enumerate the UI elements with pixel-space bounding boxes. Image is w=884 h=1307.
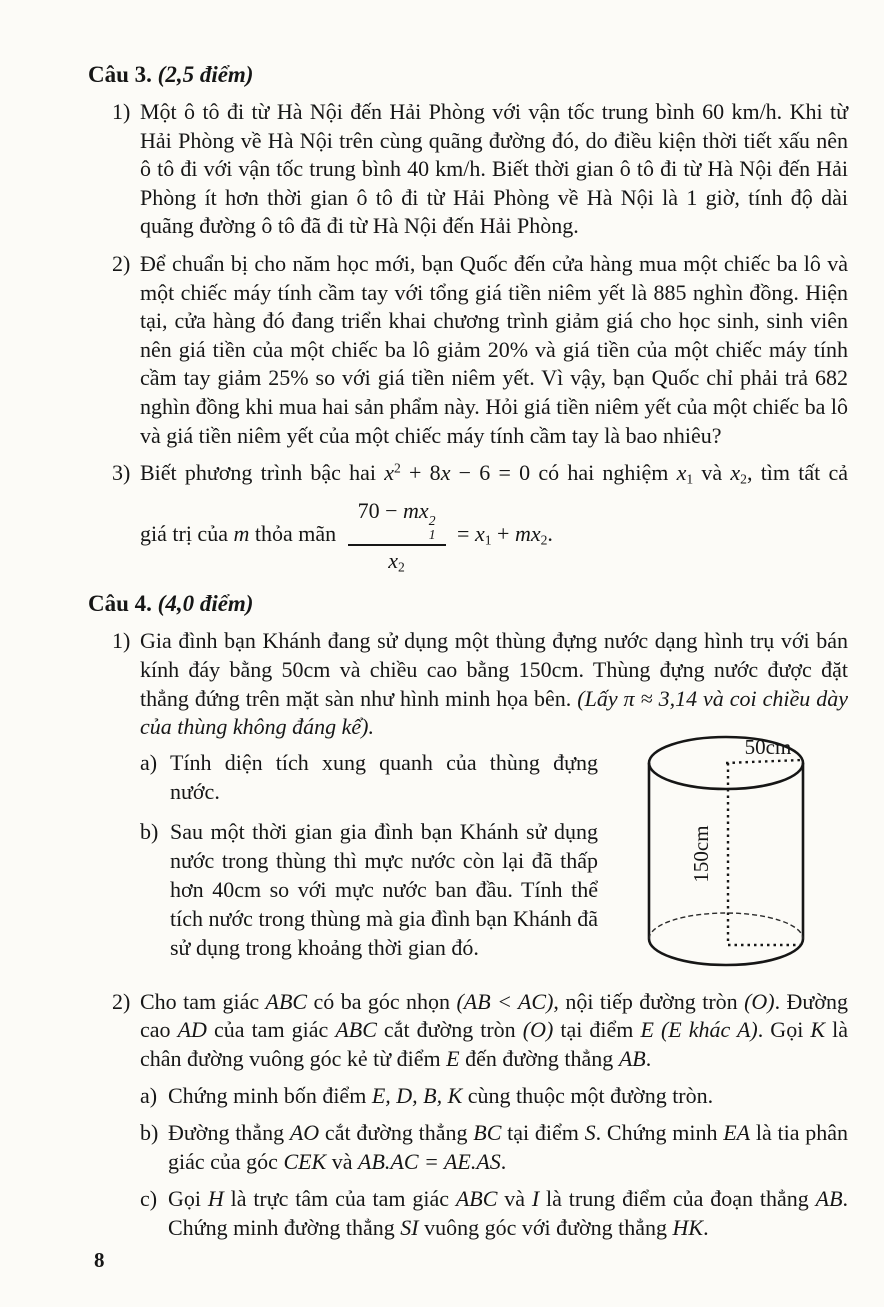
item-marker: a) (140, 749, 158, 775)
item-marker: c) (140, 1185, 158, 1211)
question-text: Gọi H là trực tâm của tam giác ABC và I là trung điểm của đoạn thẳng AB. Chứng minh đường thẳng SI vuông góc với đường thẳng HK. (168, 1185, 849, 1240)
section-cau3 (88, 60, 848, 573)
page-number: 8 (94, 1248, 105, 1272)
question-4-2 (88, 988, 848, 1074)
cylinder-drawing (640, 732, 812, 980)
question-text: Đường thẳng AO cắt đường thẳng BC tại điểm S. Chứng minh EA là tia phân giác của góc CEK và AB.AC = AE.AS. (168, 1119, 849, 1174)
section-points: (4,0 điểm) (157, 591, 254, 617)
section-points: (2,5 điểm) (157, 62, 254, 87)
question-4-2a (88, 1081, 848, 1110)
item-marker: 2) (112, 250, 131, 276)
radius-dotted-line (726, 760, 801, 763)
section-label: Câu 3. (88, 62, 152, 87)
question-3-2 (88, 250, 848, 450)
item-marker: a) (140, 1082, 158, 1108)
question-4-2c (88, 1184, 848, 1242)
question-4-1a (140, 748, 598, 806)
question-text: Để chuẩn bị cho năm học mới, bạn Quốc đến cửa hàng mua một chiếc ba lô và một chiếc máy tính cầm tay với tổng giá tiền niêm yết là 885 nghìn đồng. Hiện tại, cửa hàng đó đang triển khai chương trình giảm giá cho học sinh, sinh viên nên giá tiền của một chiếc ba lô giảm 20% và giá tiền của một chiếc máy tính cầm tay giảm 25% so với giá tiền niêm yết. Vì vậy, bạn Quốc chỉ phải trả 682 nghìn đồng khi mua hai sản phẩm này. Hỏi giá tiền niêm yết của một chiếc ba lô và giá tiền niêm yết của một chiếc máy tính cầm tay là bao nhiêu? (140, 250, 848, 448)
height-label: 150cm (689, 825, 713, 883)
question-text: Cho tam giác ABC có ba góc nhọn (AB < AC), nội tiếp đường tròn (O). Đường cao AD của tam giác ABC cắt đường tròn (O) tại điểm E (E khác A). Gọi K là chân đường vuông góc kẻ từ điểm E đến đường thẳng AB. (140, 988, 848, 1072)
section-cau4 (88, 589, 848, 1241)
section-label: Câu 4. (88, 591, 152, 617)
radius-label: 50cm (744, 734, 792, 759)
item-marker: b) (140, 818, 159, 844)
question-text: Sau một thời gian gia đình bạn Khánh sử dụng nước trong thùng thì mực nước còn lại đã thấp hơn 40cm so với mực nước ban đầu. Tính thể tích nước trong thùng mà gia đình bạn Khánh đã sử dụng trong khoảng thời gian đó. (170, 818, 598, 960)
question-4-2b (88, 1118, 848, 1176)
question-text: Một ô tô đi từ Hà Nội đến Hải Phòng với vận tốc trung bình 60 km/h. Khi từ Hải Phòng về Hà Nội trên cùng quãng đường đó, do điều kiện thời tiết xấu nên ô tô đi với vận tốc trung bình 40 km/h. Biết thời gian ô tô đi từ Hà Nội đến Hải Phòng ít hơn thời gian ô tô đi từ Hải Phòng về Hà Nội là 1 giờ, tính độ dài quãng đường ô tô đã đi từ Hà Nội đến Hải Phòng. (140, 99, 848, 239)
question-3-1 (88, 98, 848, 241)
item-marker: 3) (112, 460, 131, 486)
item-marker: 2) (112, 988, 131, 1014)
question-3-3 (88, 459, 848, 573)
item-marker: b) (140, 1119, 159, 1145)
question-text-line1: Biết phương trình bậc hai $x^2 + 8x - 6 = 0$ có hai nghiệm $x_1$ và $x_2$, tìm tất cả (140, 460, 848, 487)
section-heading-cau3 (88, 60, 848, 90)
section-heading-cau4 (88, 589, 848, 619)
cylinder-bottom-front-arc (649, 939, 803, 965)
question-4-1-details (88, 734, 848, 980)
question-text: Gia đình bạn Khánh đang sử dụng một thùng đựng nước dạng hình trụ với bán kính đáy bằng 50cm và chiều cao bằng 150cm. Thùng đựng nước được đặt thẳng đứng trên mặt sàn như hình minh họa bên. (Lấy π ≈ 3,14 và coi chiều dày của thùng không đáng kể). (140, 628, 848, 740)
item-marker: 1) (112, 628, 131, 654)
question-4-1b (140, 817, 598, 962)
equation-line: giá trị của m thỏa mãn 70 − mx 2 1 $x_2$ = $x_1 + mx_2$. (140, 497, 553, 575)
item-marker: 1) (112, 99, 131, 124)
subquestions-column (140, 748, 598, 973)
page-content (88, 60, 848, 1250)
question-4-1 (88, 627, 848, 741)
cylinder-figure (640, 732, 812, 980)
cylinder-bottom-back-arc (649, 913, 803, 939)
question-text: Chứng minh bốn điểm E, D, B, K cùng thuộc một đường tròn. (168, 1082, 714, 1108)
question-text: Tính diện tích xung quanh của thùng đựng nước. (170, 749, 598, 804)
